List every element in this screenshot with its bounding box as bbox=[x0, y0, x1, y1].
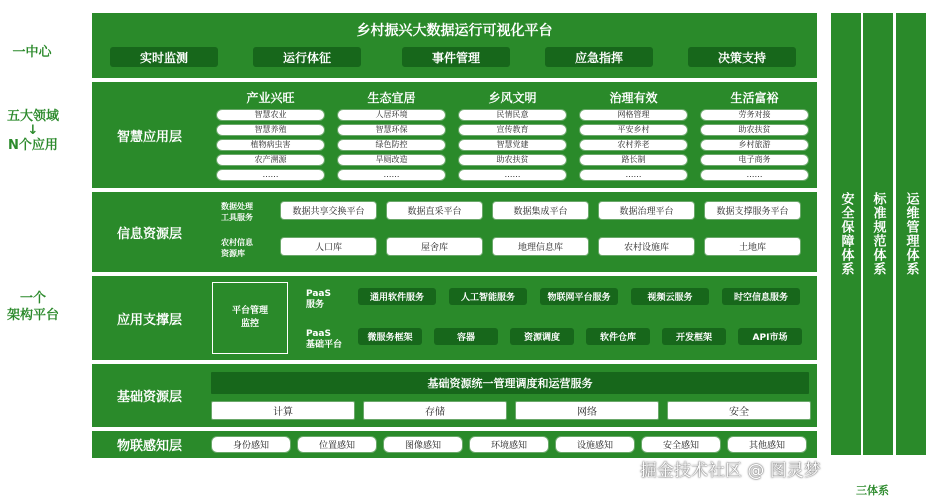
smart-item-4-1: 助农扶贫 bbox=[700, 124, 809, 136]
one-platform-line1: 一个 bbox=[19, 291, 46, 306]
smart-item-2-1: 宣传教育 bbox=[458, 124, 567, 136]
system-security-text: 安全保障体系 bbox=[838, 192, 854, 276]
smart-item-0-4: …… bbox=[216, 169, 325, 181]
smart-app-band bbox=[92, 82, 817, 188]
smart-item-1-2: 绿色防控 bbox=[337, 139, 446, 151]
iot-item-3: 环境感知 bbox=[469, 436, 549, 453]
basic-header: 基础资源统一管理调度和运营服务 bbox=[211, 372, 809, 394]
smart-col-head-3: 治理有效 bbox=[575, 87, 692, 107]
info-item-1-3: 农村设施库 bbox=[598, 237, 695, 256]
layer-basic-resource: 基础资源层 bbox=[116, 390, 182, 405]
system-standard-text: 标准规范体系 bbox=[870, 192, 886, 276]
function-3: 应急指挥 bbox=[545, 47, 653, 67]
smart-col-head-0: 产业兴旺 bbox=[212, 87, 329, 107]
one-platform-line2: 架构平台 bbox=[6, 308, 59, 323]
paas-base-label: PaaS 基础平台 bbox=[306, 329, 343, 350]
info-resource-band bbox=[92, 192, 817, 272]
system-standard bbox=[863, 13, 893, 455]
smart-item-0-1: 智慧养殖 bbox=[216, 124, 325, 136]
smart-item-2-4: …… bbox=[458, 169, 567, 181]
smart-item-2-2: 智慧党建 bbox=[458, 139, 567, 151]
down-arrow-icon: ↓ bbox=[27, 123, 39, 138]
info-item-0-4: 数据支撑服务平台 bbox=[704, 201, 801, 220]
smart-item-2-0: 民情民意 bbox=[458, 109, 567, 121]
smart-item-0-3: 农产溯源 bbox=[216, 154, 325, 166]
paas-base-0: 微服务框架 bbox=[358, 328, 422, 345]
n-apps-text: N个应用 bbox=[8, 138, 58, 153]
smart-item-1-0: 人居环境 bbox=[337, 109, 446, 121]
info-item-0-3: 数据治理平台 bbox=[598, 201, 695, 220]
iot-band bbox=[92, 431, 817, 458]
smart-item-4-2: 乡村旅游 bbox=[700, 139, 809, 151]
smart-item-3-1: 平安乡村 bbox=[579, 124, 688, 136]
function-4: 决策支持 bbox=[688, 47, 796, 67]
iot-item-6: 其他感知 bbox=[727, 436, 807, 453]
basic-resource-band bbox=[92, 364, 817, 427]
paas-base-5: API市场 bbox=[738, 328, 802, 345]
system-ops bbox=[896, 13, 926, 455]
function-0: 实时监测 bbox=[110, 47, 218, 67]
iot-item-5: 安全感知 bbox=[641, 436, 721, 453]
basic-item-3: 安全 bbox=[667, 401, 811, 420]
smart-item-3-3: 路长制 bbox=[579, 154, 688, 166]
smart-col-head-2: 乡风文明 bbox=[454, 87, 571, 107]
info-row-label-0: 数据处理 工具服务 bbox=[221, 202, 253, 222]
smart-col-head-4: 生活富裕 bbox=[696, 87, 813, 107]
iot-item-4: 设施感知 bbox=[555, 436, 635, 453]
paas-base-2: 资源调度 bbox=[510, 328, 574, 345]
smart-item-4-0: 劳务对接 bbox=[700, 109, 809, 121]
smart-col-head-1: 生态宜居 bbox=[333, 87, 450, 107]
smart-item-1-3: 旱厕改造 bbox=[337, 154, 446, 166]
architecture-frame bbox=[92, 13, 817, 458]
platform-title: 乡村振兴大数据运行可视化平台 bbox=[356, 23, 553, 39]
paas-service-0: 通用软件服务 bbox=[358, 288, 436, 305]
info-item-0-0: 数据共享交换平台 bbox=[280, 201, 377, 220]
layer-iot: 物联感知层 bbox=[116, 439, 182, 454]
smart-item-1-4: …… bbox=[337, 169, 446, 181]
info-item-1-1: 屋舍库 bbox=[386, 237, 483, 256]
smart-item-4-4: …… bbox=[700, 169, 809, 181]
basic-item-1: 存储 bbox=[363, 401, 507, 420]
paas-base-4: 开发框架 bbox=[662, 328, 726, 345]
info-item-0-2: 数据集成平台 bbox=[492, 201, 589, 220]
smart-item-3-0: 网格管理 bbox=[579, 109, 688, 121]
info-item-1-0: 人口库 bbox=[280, 237, 377, 256]
layer-smart-app: 智慧应用层 bbox=[116, 129, 182, 145]
watermark: 掘金技术社区 @ 图灵梦 bbox=[640, 461, 821, 481]
paas-base-3: 软件仓库 bbox=[586, 328, 650, 345]
platform-mgmt-label: 平台管理 监控 bbox=[231, 306, 268, 329]
smart-item-2-3: 助农扶贫 bbox=[458, 154, 567, 166]
layer-info-resource: 信息资源层 bbox=[116, 226, 182, 242]
smart-item-0-0: 智慧农业 bbox=[216, 109, 325, 121]
iot-item-1: 位置感知 bbox=[297, 436, 377, 453]
paas-service-label: PaaS 服务 bbox=[306, 289, 331, 310]
info-row-label-1: 农村信息 资源库 bbox=[221, 238, 253, 258]
paas-service-4: 时空信息服务 bbox=[722, 288, 800, 305]
top-band bbox=[92, 13, 817, 78]
iot-item-2: 图像感知 bbox=[383, 436, 463, 453]
paas-service-2: 物联网平台服务 bbox=[540, 288, 618, 305]
layer-app-support: 应用支撑层 bbox=[116, 312, 182, 328]
system-security bbox=[831, 13, 861, 455]
paas-service-1: 人工智能服务 bbox=[449, 288, 527, 305]
info-item-1-4: 土地库 bbox=[704, 237, 801, 256]
platform-mgmt-box bbox=[212, 282, 288, 354]
app-support-band bbox=[92, 276, 817, 360]
one-center-label: 一中心 bbox=[12, 45, 52, 60]
one-platform-label bbox=[2, 290, 64, 324]
basic-item-0: 计算 bbox=[211, 401, 355, 420]
basic-item-2: 网络 bbox=[515, 401, 659, 420]
paas-base-1: 容器 bbox=[434, 328, 498, 345]
three-systems-label: 三体系 bbox=[856, 484, 889, 497]
info-item-1-2: 地理信息库 bbox=[492, 237, 589, 256]
iot-item-0: 身份感知 bbox=[211, 436, 291, 453]
smart-item-3-4: …… bbox=[579, 169, 688, 181]
five-domains-text: 五大领域 bbox=[6, 109, 59, 124]
smart-item-4-3: 电子商务 bbox=[700, 154, 809, 166]
five-domains-label bbox=[0, 108, 66, 154]
function-1: 运行体征 bbox=[253, 47, 361, 67]
function-2: 事件管理 bbox=[402, 47, 510, 67]
system-ops-text: 运维管理体系 bbox=[903, 192, 919, 276]
smart-item-3-2: 农村养老 bbox=[579, 139, 688, 151]
smart-item-0-2: 植物病虫害 bbox=[216, 139, 325, 151]
info-item-0-1: 数据直采平台 bbox=[386, 201, 483, 220]
paas-service-3: 视频云服务 bbox=[631, 288, 709, 305]
smart-item-1-1: 智慧环保 bbox=[337, 124, 446, 136]
